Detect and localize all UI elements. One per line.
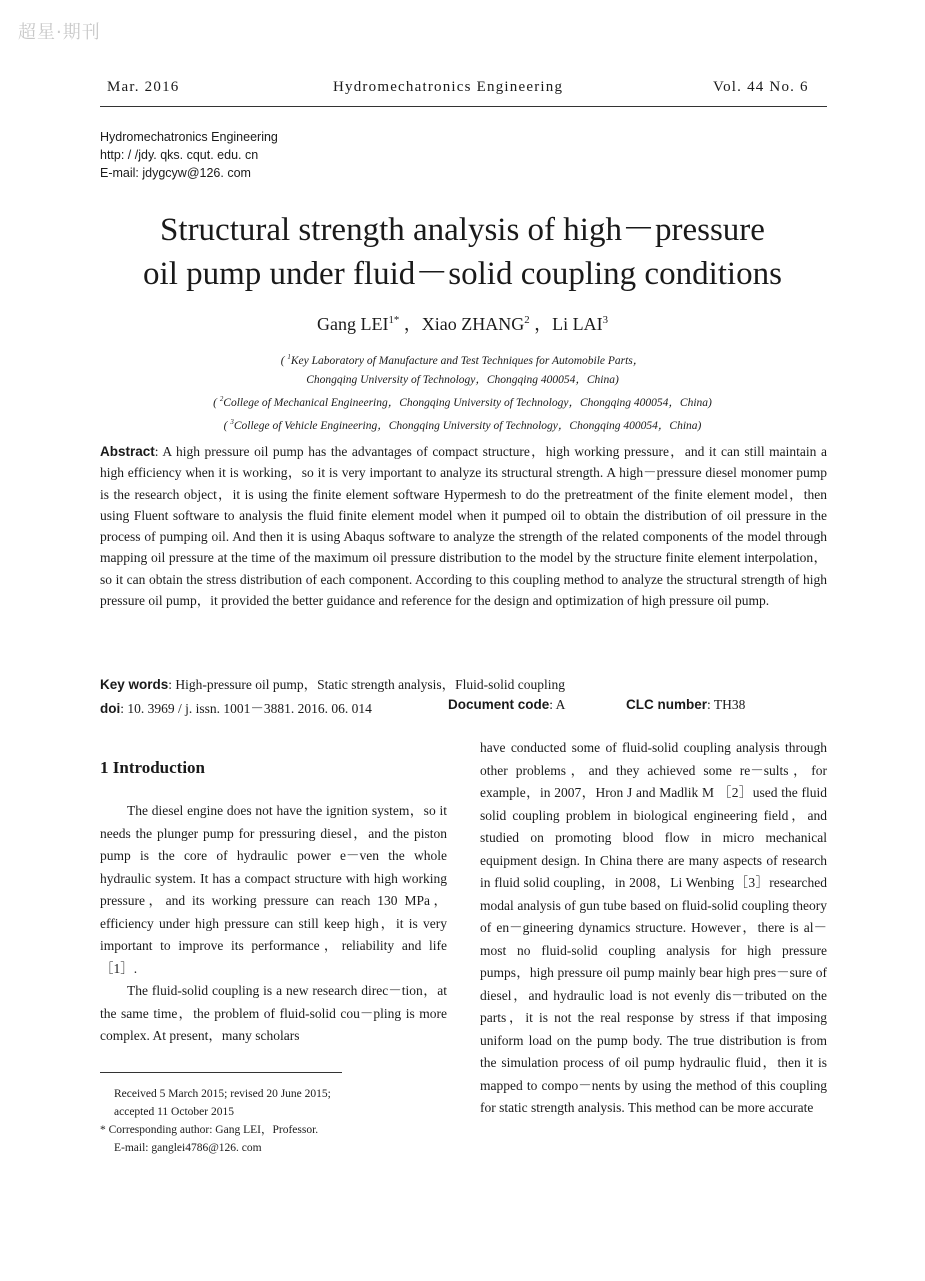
author-list bbox=[0, 310, 925, 336]
affiliation-2-text: College of Mechanical Engineering，Chongqing University of Technology，Chongqing 400054，China) bbox=[223, 397, 712, 410]
affiliation-1-cont: Chongqing University of Technology，Chongqing 400054，China) bbox=[306, 374, 619, 387]
author-3-sup: 3 bbox=[602, 314, 609, 326]
affiliation-1: ( $^1$Key Laboratory of Manufacture and Test Techniques for Automobile Parts， bbox=[280, 354, 645, 367]
title-line-1: Structural strength analysis of high－pressure bbox=[160, 212, 765, 248]
footnote-accepted: accepted 11 October 2015 bbox=[114, 1106, 234, 1118]
journal-url[interactable]: http: / /jdy. qks. cqut. edu. cn bbox=[100, 148, 259, 162]
footnote-rule bbox=[100, 1072, 342, 1073]
intro-paragraph-3: have conducted some of fluid-solid coupling analysis through other problems，and they achieved some re－sults，for example，in 2007，Hron J and Madlik M ［2］used the fluid solid coupling problem in biological engineering field，and studied on promoting blood flow in micro mechanical equipment design. In China there are many aspects of research in fluid solid coupling，in 2008，Li Wenbing［3］researched modal analysis of gun tube based on fluid-solid coupling theory of en－gineering dynamics structure. However，there is al－most no fluid-solid coupling analysis for high pressure pumps，high pressure oil pump mainly bear high pres－sure of diesel，and hydraulic load is not evenly dis－tributed on the parts，it is not the real response by stress if that imposing uniform load on the pump body. The true distribution is from the simulation process of oil pump hydraulic fluid，then it is mapped to compo－nents by using the method of this coupling for static strength analysis. This method can be more accurate bbox=[480, 740, 827, 1115]
title-line-2: oil pump under fluid－solid coupling conditions bbox=[143, 256, 782, 292]
affiliation-1-sup: 1 bbox=[287, 354, 291, 361]
doi-line bbox=[100, 697, 372, 717]
intro-right-column bbox=[480, 737, 827, 1120]
author-3: ，Li LAI bbox=[534, 314, 603, 334]
header-volume: Vol. 44 No. 6 bbox=[713, 79, 809, 95]
header-date: Mar. 2016 bbox=[107, 79, 180, 95]
clc-number-label: CLC number bbox=[626, 697, 707, 712]
footnote-email[interactable]: E-mail: ganglei4786@126. com bbox=[114, 1142, 262, 1154]
doi-value[interactable]: : 10. 3969 / j. issn. 1001－3881. 2016. 06. 014 bbox=[120, 701, 372, 716]
document-code bbox=[448, 697, 565, 713]
affiliation-1-text: Key Laboratory of Manufacture and Test Techniques for Automobile Parts， bbox=[290, 354, 645, 367]
journal-name: Hydromechatronics Engineering bbox=[100, 130, 278, 144]
clc-number bbox=[626, 697, 745, 713]
doi-label: doi bbox=[100, 701, 121, 716]
document-code-label: Document code bbox=[448, 697, 550, 712]
author-1: Gang LEI bbox=[316, 314, 389, 334]
paper-title bbox=[60, 208, 865, 296]
abstract-label: Abstract bbox=[100, 444, 155, 459]
affiliation-3-sup: 3 bbox=[230, 419, 234, 427]
header-journal: Hydromechatronics Engineering bbox=[333, 79, 564, 95]
affiliation-3-text: College of Vehicle Engineering，Chongqing University of Technology，Chongqing 400054，China) bbox=[233, 420, 702, 433]
author-1-sup: 1* bbox=[388, 314, 400, 326]
intro-paragraph-2: The fluid-solid coupling is a new research direc－tion，at the same time，the problem of fluid-solid cou－pling is more complex. At present，many scholars bbox=[100, 983, 447, 1043]
clc-number-value: : TH38 bbox=[707, 697, 746, 712]
footnotes bbox=[100, 1085, 331, 1157]
affiliation-2-sup: 2 bbox=[219, 396, 224, 404]
journal-info bbox=[100, 128, 278, 182]
affiliations bbox=[0, 348, 925, 436]
journal-email[interactable]: E-mail: jdygcyw@126. com bbox=[100, 166, 251, 180]
document-code-value: : A bbox=[549, 697, 566, 712]
footnote-received: Received 5 March 2015; revised 20 June 2015; bbox=[114, 1088, 331, 1100]
keywords-text: : High-pressure oil pump，Static strength analysis，Fluid-solid coupling bbox=[168, 677, 565, 692]
keywords-label: Key words bbox=[100, 677, 169, 692]
affiliation-2: ( $^2$College of Mechanical Engineering，Chongqing University of Technology，Chongqing 400054，China) bbox=[213, 396, 712, 410]
header-rule bbox=[100, 106, 827, 107]
watermark-logo: 超星·期刊 bbox=[18, 22, 101, 43]
abstract bbox=[100, 441, 827, 611]
intro-paragraph-1: The diesel engine does not have the ignition system，so it needs the plunger pump for pressuring diesel，and the piston pump is the core of hydraulic power e－ven the whole hydraulic system. It has a compact structure with high working pressure，and its working pressure can reach 130 MPa，efficiency under high pressure can still keep high，it is very important to improve its performance，reliability and life［1］. bbox=[100, 803, 447, 976]
keywords bbox=[100, 674, 827, 695]
abstract-text: : A high pressure oil pump has the advantages of compact structure，high working pressure，and it can still maintain a high efficiency when it is working，so it is very important to analyze its structural strength. A high－pressure diesel monomer pump is the research object，it is using the finite element software Hypermesh to do the pretreatment of the finite element model，then using Fluent software to analysis the fluid finite element model when it pumped oil to obtain the distribution of oil pressure in the process of pumping oil. And then it is using Abaqus software to analyze the strength of the related components of the model through mapping oil pressure at the time of the maximum oil pressure distribution to the model by the structure finite element interpolation，so it can obtain the stress distribution of each component. According to this coupling method to analyze the structural strength of high pressure oil pump，it provided the better guidance and reference for the design and optimization of high pressure oil pump. bbox=[100, 444, 827, 609]
section-heading-introduction: 1 Introduction bbox=[100, 758, 206, 777]
author-2-sup: 2 bbox=[524, 314, 530, 326]
author-2: ，Xiao ZHANG bbox=[403, 314, 525, 334]
intro-left-column bbox=[100, 800, 447, 1048]
footnote-corresponding: * Corresponding author: Gang LEI，Professor. bbox=[100, 1124, 319, 1136]
affiliation-3: ( $^3$College of Vehicle Engineering，Chongqing University of Technology，Chongqing 400054，China) bbox=[223, 419, 702, 433]
